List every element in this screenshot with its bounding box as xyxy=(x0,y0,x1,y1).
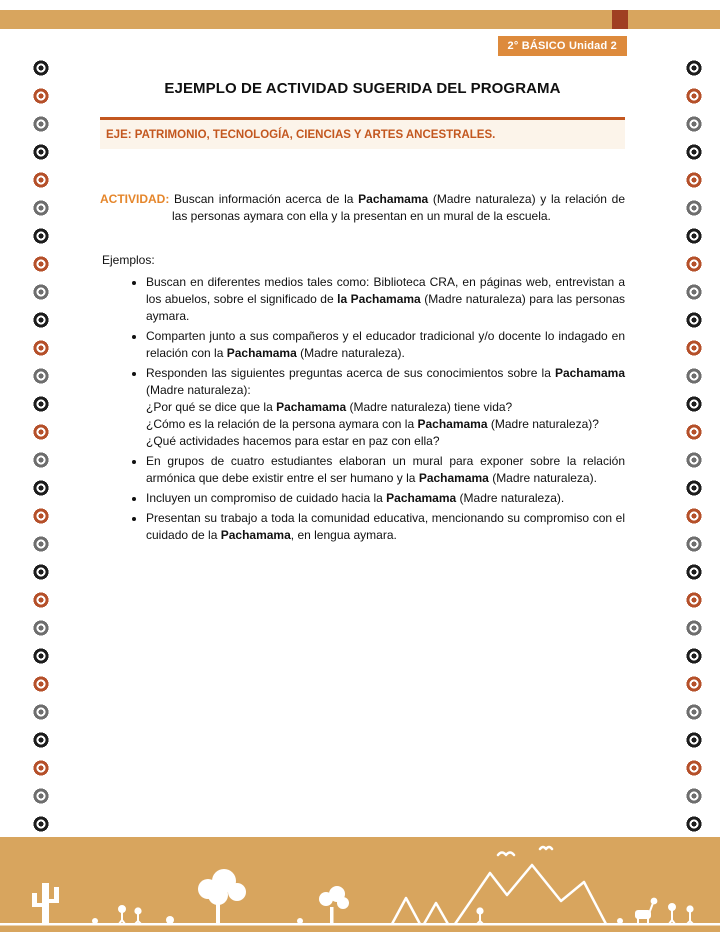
unit-badge: 2° BÁSICO Unidad 2 xyxy=(498,36,627,56)
right-ornament-border xyxy=(681,54,707,836)
list-item: • Comparten junto a sus compañeros y el educador tradicional y/o docente lo indagado en relación con la Pachamama (Madre naturaleza). xyxy=(146,328,625,362)
activity-label: ACTIVIDAD: xyxy=(100,192,170,206)
list-item: • Incluyen un compromiso de cuidado hacia la Pachamama (Madre naturaleza). xyxy=(146,490,625,507)
footer-illustration-band xyxy=(0,837,720,932)
main-content xyxy=(100,80,625,547)
top-bar-end-cap xyxy=(612,10,628,29)
examples-list xyxy=(100,274,625,544)
page-title: EJEMPLO DE ACTIVIDAD SUGERIDA DEL PROGRAMA xyxy=(164,80,561,97)
left-ornament-border xyxy=(28,54,54,836)
list-item: • Buscan en diferentes medios tales como: Biblioteca CRA, en páginas web, entrevistan a los abuelos, sobre el significado de la Pachamama (Madre naturaleza) para las personas aymara. xyxy=(146,274,625,325)
list-item: • Presentan su trabajo a toda la comunidad educativa, mencionando su compromiso con el cuidado de la Pachamama, en lengua aymara. xyxy=(146,510,625,544)
andean-landscape-illustration xyxy=(0,837,720,932)
examples-label: Ejemplos: xyxy=(102,253,155,267)
list-item: • Responden las siguientes preguntas acerca de sus conocimientos sobre la Pachamama (Madre naturaleza): ¿Por qué se dice que la Pachamama (Madre naturaleza) tiene vida? ¿Cómo es la relación de la persona aymara con la Pachamama (Madre naturaleza)? ¿Qué actividades hacemos para estar en paz con ella? xyxy=(146,365,625,450)
list-item: • En grupos de cuatro estudiantes elaboran un mural para exponer sobre la relación armónica que debe existir entre el ser humano y la Pachamama (Madre naturaleza). xyxy=(146,453,625,487)
activity-text: Buscan información acerca de la Pachamama (Madre naturaleza) y la relación de las personas aymara con ella y la presentan en un mural de la escuela. xyxy=(172,192,626,223)
eje-banner: EJE: PATRIMONIO, TECNOLOGÍA, CIENCIAS Y ARTES ANCESTRALES. xyxy=(100,117,625,149)
activity-paragraph xyxy=(100,191,625,225)
